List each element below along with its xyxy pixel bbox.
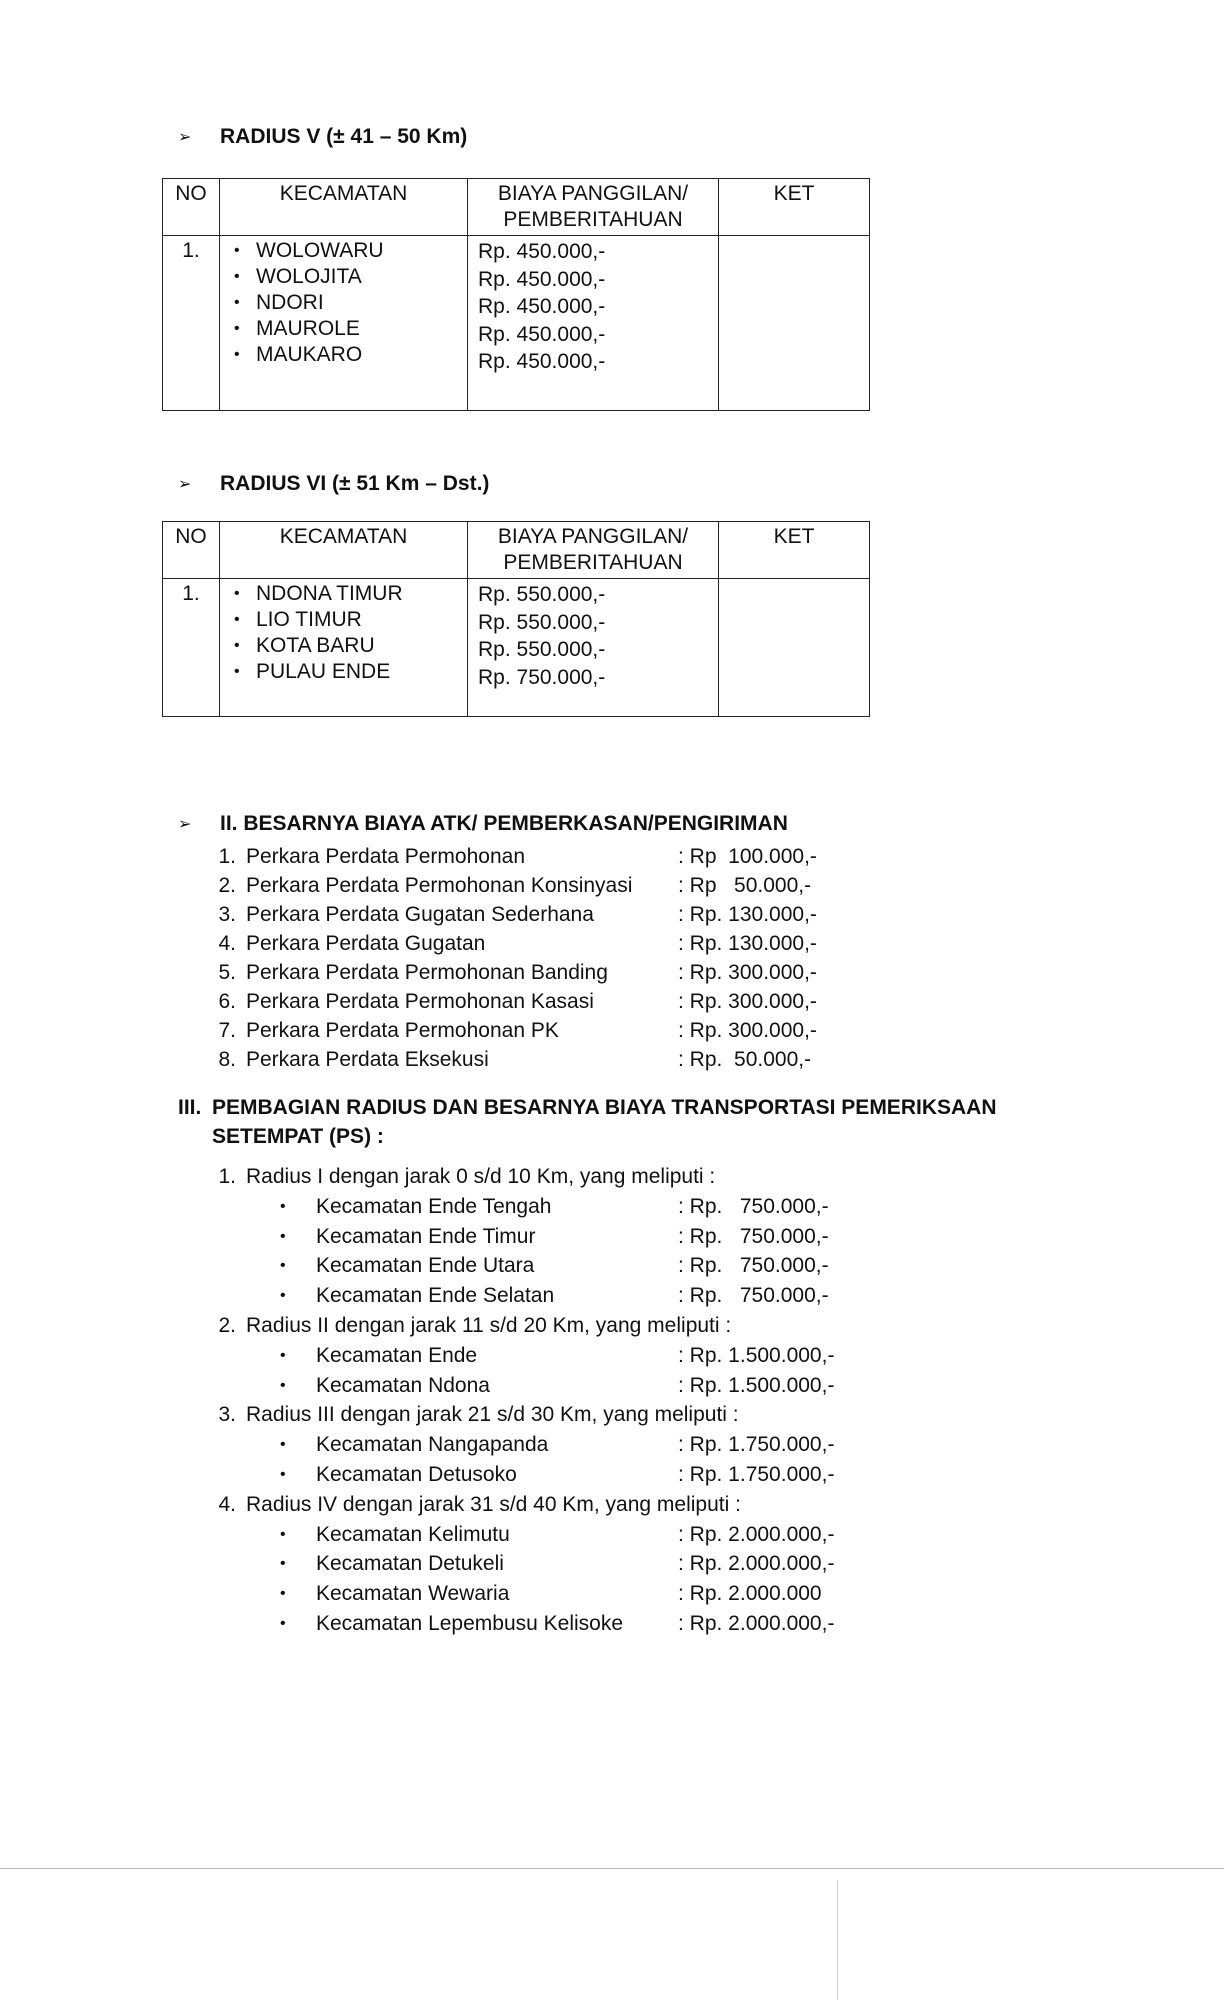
list-item	[280, 1430, 880, 1459]
kecamatan-name: Kecamatan Nangapanda	[316, 1433, 549, 1457]
bullet-icon: •	[280, 1615, 286, 1632]
group-text: Radius IV dengan jarak 31 s/d 40 Km, yang meliputi :	[246, 1492, 741, 1516]
item-number: 2.	[218, 874, 236, 897]
bullet-icon: •	[280, 1287, 286, 1305]
table-header-row	[163, 179, 870, 236]
item-text: Perkara Perdata Gugatan Sederhana	[246, 903, 594, 926]
biaya-value: Rp. 450.000,-	[478, 267, 606, 291]
biaya-value: Rp. 750.000,-	[478, 665, 606, 689]
item-number: 6.	[218, 990, 236, 1013]
item-text: Perkara Perdata Permohonan	[246, 845, 525, 868]
kecamatan-cell	[220, 236, 468, 411]
list-item	[210, 958, 850, 987]
biaya-value: Rp. 550.000,-	[478, 583, 606, 606]
group-number: 1.	[218, 1165, 236, 1188]
list-item: • NDONA TIMUR	[226, 581, 461, 607]
list-item	[210, 842, 850, 871]
list-item	[280, 1192, 880, 1221]
item-amount: : Rp. 50.000,-	[678, 1048, 812, 1071]
kecamatan-name: Kecamatan Detukeli	[316, 1552, 504, 1576]
list-item: • MAUKARO	[226, 342, 461, 368]
list-item: • NDORI	[226, 290, 461, 316]
table-header-row	[163, 522, 870, 579]
item-number: 8.	[218, 1048, 236, 1071]
radius-group-heading	[210, 1490, 910, 1519]
item-amount: : Rp. 1.500.000,-	[678, 1373, 835, 1397]
list-item: • KOTA BARU	[226, 633, 461, 659]
item-number: 4.	[218, 932, 236, 955]
bullet-icon: •	[280, 1197, 286, 1215]
item-amount: : Rp. 300.000,-	[678, 961, 817, 984]
list-item	[280, 1371, 880, 1400]
bullet-icon: •	[280, 1257, 286, 1275]
header-biaya: BIAYA PANGGILAN/ PEMBERITAHUAN	[468, 522, 719, 579]
kecamatan-name: Kecamatan Ndona	[316, 1373, 490, 1397]
list-item: • PULAU ENDE	[226, 659, 461, 685]
bullet-icon: •	[280, 1525, 286, 1543]
radius6-heading	[178, 472, 489, 496]
radius-group-heading	[210, 1400, 910, 1429]
biaya-cell	[468, 236, 719, 411]
list-item: • MAUROLE	[226, 316, 461, 342]
item-amount: : Rp. 300.000,-	[678, 990, 817, 1013]
radius6-title: RADIUS VI (± 51 Km – Dst.)	[220, 472, 490, 495]
item-amount: : Rp. 2.000.000,-	[678, 1612, 835, 1635]
bullet-icon: •	[280, 1466, 286, 1483]
item-amount: : Rp. 2.000.000,-	[678, 1522, 835, 1546]
section3-roman: III.	[178, 1096, 202, 1119]
list-item	[280, 1579, 880, 1608]
item-text: Perkara Perdata Permohonan Konsinyasi	[246, 874, 633, 897]
radius6-table	[162, 521, 870, 717]
header-ket: KET	[719, 522, 870, 579]
item-amount: : Rp. 750.000,-	[678, 1224, 829, 1248]
item-number: 7.	[218, 1019, 236, 1042]
list-item	[280, 1281, 880, 1310]
list-item: • LIO TIMUR	[226, 607, 461, 633]
header-no: NO	[163, 522, 220, 579]
item-amount: : Rp. 1.750.000,-	[678, 1433, 835, 1457]
radius-group-heading	[210, 1311, 910, 1340]
item-text: Perkara Perdata Permohonan Banding	[246, 961, 608, 984]
biaya-cell	[468, 579, 719, 717]
radius-group-heading	[210, 1162, 910, 1191]
biaya-value: Rp. 550.000,-	[478, 610, 606, 634]
item-number: 1.	[218, 845, 236, 868]
item-text: Perkara Perdata Eksekusi	[246, 1048, 489, 1071]
group-text: Radius II dengan jarak 11 s/d 20 Km, yang meliputi :	[246, 1314, 732, 1337]
bullet-icon: •	[280, 1376, 286, 1394]
ket-cell	[719, 236, 870, 411]
list-item	[280, 1520, 880, 1549]
bullet-icon: •	[280, 1585, 286, 1603]
kecamatan-name: Kecamatan Ende Selatan	[316, 1284, 555, 1308]
list-item	[210, 1045, 850, 1074]
group-number: 3.	[218, 1403, 236, 1427]
section2-title: II. BESARNYA BIAYA ATK/ PEMBERKASAN/PENGIRIMAN	[220, 812, 788, 835]
group-number: 4.	[218, 1492, 236, 1516]
list-item	[210, 987, 850, 1016]
arrow-bullet-icon: ➢	[178, 816, 192, 833]
arrow-bullet-icon: ➢	[178, 129, 192, 146]
item-amount: : Rp 100.000,-	[678, 845, 817, 868]
kecamatan-name: Kecamatan Detusoko	[316, 1463, 517, 1486]
section2-heading	[178, 812, 788, 836]
list-item	[210, 1016, 850, 1045]
header-biaya: BIAYA PANGGILAN/ PEMBERITAHUAN	[468, 179, 719, 236]
kecamatan-name: Kecamatan Ende	[316, 1343, 478, 1367]
item-number: 5.	[218, 961, 236, 984]
item-amount: : Rp. 300.000,-	[678, 1019, 817, 1042]
kecamatan-list	[226, 581, 461, 685]
table-row	[163, 236, 870, 411]
list-item	[280, 1341, 880, 1370]
list-item: • WOLOWARU	[226, 238, 461, 264]
item-amount: : Rp. 1.500.000,-	[678, 1343, 835, 1367]
list-item	[280, 1222, 880, 1251]
bullet-icon: •	[280, 1555, 286, 1573]
item-amount: : Rp. 750.000,-	[678, 1194, 829, 1218]
header-no: NO	[163, 179, 220, 236]
bullet-icon: •	[280, 1227, 286, 1245]
list-item	[210, 900, 850, 929]
bullet-icon: •	[280, 1346, 286, 1364]
item-number: 3.	[218, 903, 236, 926]
bullet-icon: •	[280, 1436, 286, 1454]
row-no: 1.	[163, 579, 220, 717]
list-item	[280, 1549, 880, 1578]
biaya-value: Rp. 450.000,-	[478, 240, 606, 263]
header-kecamatan: KECAMATAN	[220, 179, 468, 236]
kecamatan-cell	[220, 579, 468, 717]
biaya-value: Rp. 450.000,-	[478, 295, 606, 318]
scan-artifact-line	[837, 1880, 838, 2000]
header-ket: KET	[719, 179, 870, 236]
item-amount: : Rp 50.000,-	[678, 874, 812, 897]
item-text: Perkara Perdata Gugatan	[246, 932, 486, 955]
kecamatan-name: Kecamatan Kelimutu	[316, 1522, 510, 1546]
list-item: • WOLOJITA	[226, 264, 461, 290]
list-item	[210, 929, 850, 958]
item-text: Perkara Perdata Permohonan Kasasi	[246, 990, 594, 1013]
biaya-value: Rp. 550.000,-	[478, 638, 606, 661]
item-amount: : Rp. 130.000,-	[678, 932, 817, 955]
list-item	[210, 871, 850, 900]
group-number: 2.	[218, 1314, 236, 1337]
arrow-bullet-icon: ➢	[178, 476, 192, 493]
row-no: 1.	[163, 236, 220, 411]
item-amount: : Rp. 1.750.000,-	[678, 1463, 835, 1486]
kecamatan-name: Kecamatan Ende Timur	[316, 1224, 536, 1248]
ket-cell	[719, 579, 870, 717]
table-row	[163, 579, 870, 717]
item-text: Perkara Perdata Permohonan PK	[246, 1019, 559, 1042]
list-item	[280, 1460, 880, 1489]
section3-title: PEMBAGIAN RADIUS DAN BESARNYA BIAYA TRANSPORTASI PEMERIKSAAN SETEMPAT (PS) :	[212, 1096, 997, 1148]
item-amount: : Rp. 750.000,-	[678, 1284, 829, 1308]
group-text: Radius III dengan jarak 21 s/d 30 Km, yang meliputi :	[246, 1403, 739, 1427]
item-amount: : Rp. 2.000.000	[678, 1582, 822, 1606]
page-divider	[0, 1868, 1224, 1869]
group-text: Radius I dengan jarak 0 s/d 10 Km, yang meliputi :	[246, 1165, 716, 1188]
list-item	[280, 1251, 880, 1280]
item-amount: : Rp. 750.000,-	[678, 1254, 829, 1278]
kecamatan-list	[226, 238, 461, 368]
list-item	[280, 1609, 880, 1638]
kecamatan-name: Kecamatan Ende Tengah	[316, 1194, 552, 1218]
kecamatan-name: Kecamatan Wewaria	[316, 1582, 510, 1606]
biaya-value: Rp. 450.000,-	[478, 350, 606, 373]
radius5-title: RADIUS V (± 41 – 50 Km)	[220, 125, 468, 148]
radius5-table	[162, 178, 870, 411]
item-amount: : Rp. 130.000,-	[678, 903, 817, 926]
item-amount: : Rp. 2.000.000,-	[678, 1552, 835, 1576]
biaya-value: Rp. 450.000,-	[478, 322, 606, 346]
kecamatan-name: Kecamatan Ende Utara	[316, 1254, 535, 1278]
header-kecamatan: KECAMATAN	[220, 522, 468, 579]
radius5-heading	[178, 125, 467, 149]
kecamatan-name: Kecamatan Lepembusu Kelisoke	[316, 1612, 624, 1635]
